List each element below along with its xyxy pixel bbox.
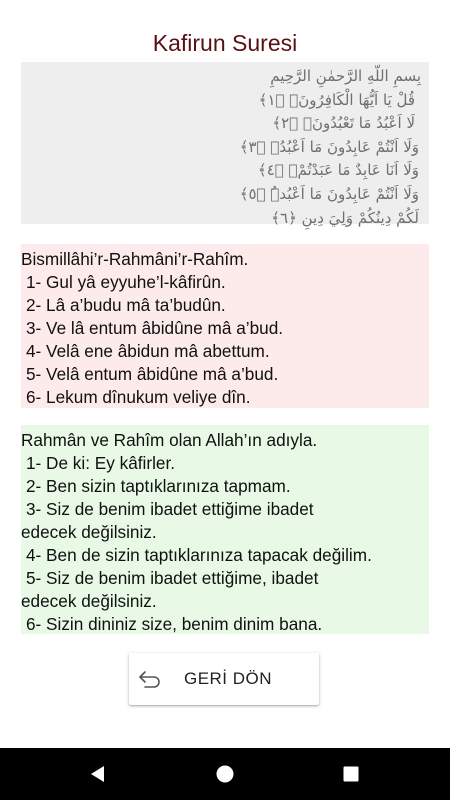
meaning-line-5: 5- Siz de benim ibadet ettiğime, ibadet	[26, 568, 319, 588]
nav-back-triangle-icon	[89, 765, 107, 783]
system-navigation-bar	[0, 748, 450, 800]
transliteration-intro: Bismillâhi’r-Rahmâni’r-Rahîm.	[21, 249, 249, 269]
nav-home-circle-icon	[216, 765, 234, 783]
arabic-line-2: لَا اَعْبُدُ مَا تَعْبُدُونَۙ ﴿٢﴾	[272, 114, 415, 133]
meaning-line-2: 2- Ben sizin taptıklarınıza tapmam.	[26, 476, 291, 496]
undo-arrow-icon	[137, 667, 163, 691]
arabic-line-basmala: بِسمِ اللّهِ الرَّحمٰنِ الرَّحِيمِ	[270, 67, 421, 85]
arabic-text-box	[21, 62, 429, 227]
transliteration-line-2: 2- Lâ a’budu mâ ta’budûn.	[26, 295, 226, 315]
nav-recent-button[interactable]	[311, 748, 391, 800]
transliteration-box	[21, 244, 429, 408]
arabic-line-3: وَلَا اَنْتُمْ عَابِدُونَ مَا اَعْبُدُۚ ﴿٣﴾	[239, 137, 419, 156]
arabic-line-1: قُلْ يَا اَيُّهَا الْكَافِرُونَۙ ﴿١﴾	[258, 90, 415, 109]
transliteration-line-5: 5- Velâ entum âbidûne mâ a’bud.	[26, 364, 279, 384]
arabic-line-6: لَكُمْ دِينُكُمْ وَلِيَ دِينِ ﴿٦﴾	[271, 208, 419, 227]
arabic-line-4: وَلَا اَنَا عَابِدٌ مَا عَبَدْتُمْۙ ﴿٤﴾	[257, 161, 419, 180]
transliteration-line-6: 6- Lekum dînukum veliye dîn.	[26, 387, 251, 407]
meaning-line-5-cont: edecek değilsiniz.	[21, 591, 157, 611]
nav-recent-square-icon	[343, 766, 359, 782]
back-button[interactable]	[129, 653, 319, 705]
transliteration-line-3: 3- Ve lâ entum âbidûne mâ a’bud.	[26, 318, 284, 338]
meaning-line-1: 1- De ki: Ey kâfirler.	[26, 453, 175, 473]
meaning-line-3: 3- Siz de benim ibadet ettiğime ibadet	[26, 499, 314, 519]
page-title: Kafirun Suresi	[152, 30, 298, 56]
meaning-box	[21, 425, 429, 634]
nav-back-button[interactable]	[58, 748, 138, 800]
arabic-line-5: وَلَا اَنْتُمْ عَابِدُونَ مَا اَعْبُدُۜ ﴿٥﴾	[239, 184, 419, 203]
transliteration-line-1: 1- Gul yâ eyyuhe’l-kâfirûn.	[26, 272, 226, 292]
nav-home-button[interactable]	[185, 748, 265, 800]
meaning-line-4: 4- Ben de sizin taptıklarınıza tapacak değilim.	[26, 545, 372, 565]
meaning-line-3-cont: edecek değilsiniz.	[21, 522, 157, 542]
meaning-line-6: 6- Sizin dininiz size, benim dinim bana.	[26, 614, 323, 634]
transliteration-line-4: 4- Velâ ene âbidun mâ abettum.	[26, 341, 270, 361]
back-button-label: GERİ DÖN	[183, 669, 273, 688]
meaning-intro: Rahmân ve Rahîm olan Allah’ın adıyla.	[21, 430, 318, 450]
